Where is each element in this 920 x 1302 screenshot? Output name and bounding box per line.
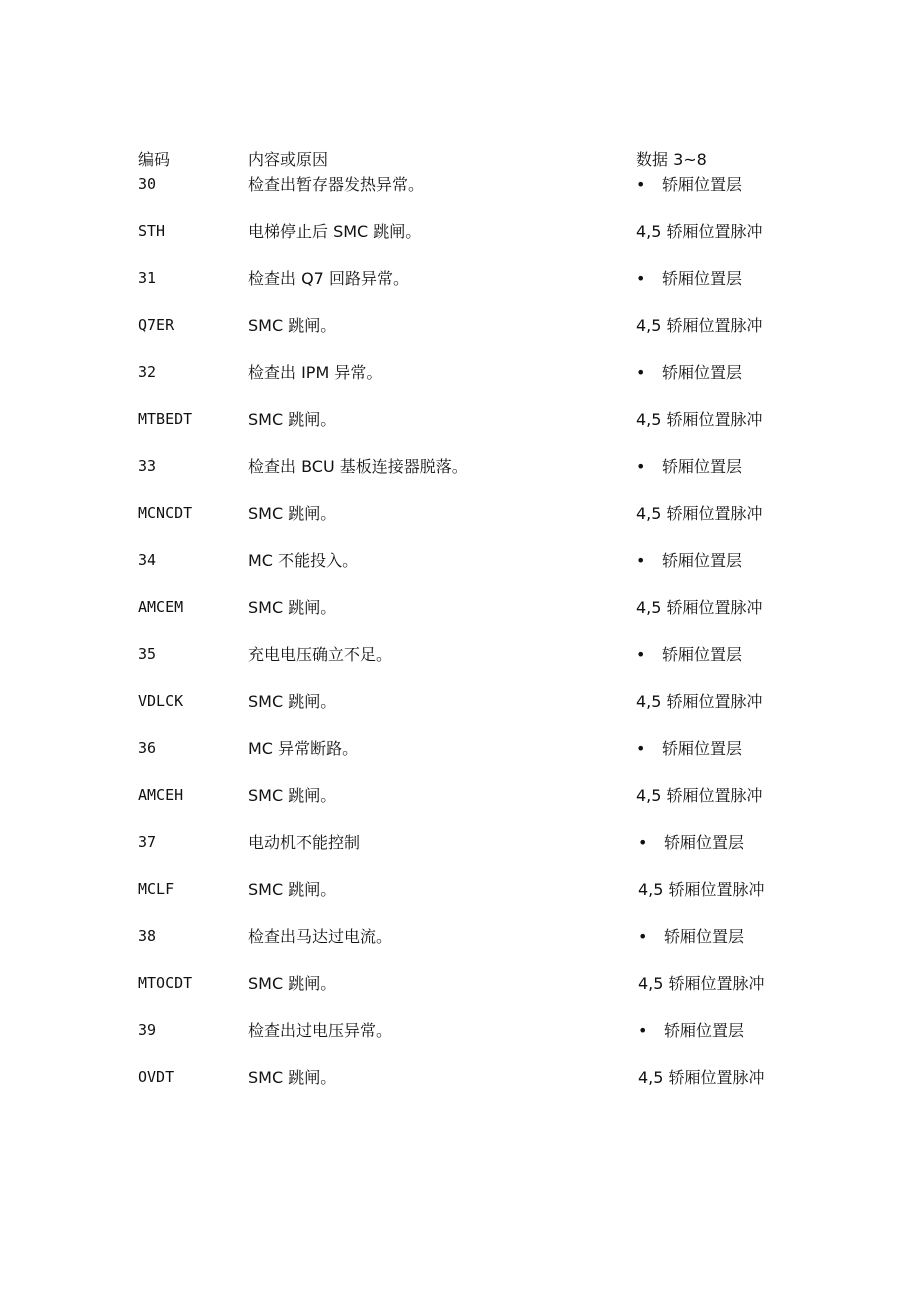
table-row [0,784,920,832]
row-code: MTBEDT [138,410,193,428]
row-data: 4,5 轿厢位置脉冲 [636,692,763,711]
row-code: VDLCK [138,692,184,710]
row-data: 4,5 轿厢位置脉冲 [636,410,763,429]
table-row [0,1066,920,1114]
table-row [0,925,920,973]
bullet-icon: • [638,1021,648,1040]
table-row [0,643,920,691]
row-data: • 轿厢位置层 [636,551,743,570]
table-row [0,455,920,503]
row-content: SMC 跳闸。 [248,880,337,899]
row-code: 36 [138,739,157,757]
table-row [0,972,920,1020]
row-content: SMC 跳闸。 [248,410,337,429]
row-content: MC 异常断路。 [248,739,359,758]
row-data: 4,5 轿厢位置脉冲 [636,786,763,805]
row-content: SMC 跳闸。 [248,316,337,335]
bullet-icon: • [636,363,646,382]
row-content: 检查出 Q7 回路异常。 [248,269,409,288]
table-row [0,267,920,315]
row-data: • 轿厢位置层 [638,927,745,946]
table-row [0,737,920,785]
row-code: 32 [138,363,157,381]
table-row [0,831,920,879]
bullet-icon: • [636,457,646,476]
row-code: 35 [138,645,157,663]
bullet-icon: • [636,739,646,758]
row-data: 4,5 轿厢位置脉冲 [636,504,763,523]
row-code: 37 [138,833,157,851]
row-data: 4,5 轿厢位置脉冲 [636,316,763,335]
table-header [0,148,920,172]
row-content: SMC 跳闸。 [248,504,337,523]
row-content: MC 不能投入。 [248,551,359,570]
table-row [0,361,920,409]
row-data: 4,5 轿厢位置脉冲 [636,222,763,241]
row-code: OVDT [138,1068,175,1086]
row-content: 检查出过电压异常。 [248,1021,393,1040]
table-row [0,220,920,268]
bullet-icon: • [636,645,646,664]
table-row [0,549,920,597]
row-content: 检查出马达过电流。 [248,927,393,946]
row-code: STH [138,222,166,240]
row-code: Q7ER [138,316,175,334]
header-code: 编码 [138,150,171,169]
table-row [0,502,920,550]
row-content: SMC 跳闸。 [248,786,337,805]
row-code: 30 [138,175,157,193]
table-row [0,1019,920,1067]
row-data: 4,5 轿厢位置脉冲 [638,974,765,993]
row-data: • 轿厢位置层 [636,175,743,194]
bullet-icon: • [636,175,646,194]
row-data: 4,5 轿厢位置脉冲 [638,880,765,899]
row-data: • 轿厢位置层 [636,457,743,476]
bullet-icon: • [638,927,648,946]
row-code: AMCEM [138,598,184,616]
table-row [0,173,920,221]
row-code: 33 [138,457,157,475]
table-row [0,314,920,362]
row-content: 检查出 BCU 基板连接器脱落。 [248,457,468,476]
row-content: 电梯停止后 SMC 跳闸。 [248,222,422,241]
row-data: • 轿厢位置层 [636,739,743,758]
row-data: • 轿厢位置层 [636,645,743,664]
header-data: 数据 3~8 [636,150,707,169]
table-row [0,596,920,644]
bullet-icon: • [636,551,646,570]
row-data: • 轿厢位置层 [638,1021,745,1040]
header-content: 内容或原因 [248,150,329,169]
row-data: • 轿厢位置层 [638,833,745,852]
row-code: 34 [138,551,157,569]
row-code: 38 [138,927,157,945]
table-row [0,690,920,738]
row-content: 电动机不能控制 [248,833,361,852]
bullet-icon: • [636,269,646,288]
row-code: MTOCDT [138,974,193,992]
table-row [0,878,920,926]
row-content: SMC 跳闸。 [248,692,337,711]
row-data: • 轿厢位置层 [636,269,743,288]
row-content: SMC 跳闸。 [248,598,337,617]
row-content: 检查出暂存器发热异常。 [248,175,425,194]
row-data: 4,5 轿厢位置脉冲 [638,1068,765,1087]
row-content: SMC 跳闸。 [248,974,337,993]
row-data: 4,5 轿厢位置脉冲 [636,598,763,617]
row-content: 充电电压确立不足。 [248,645,393,664]
row-code: AMCEH [138,786,184,804]
row-code: 39 [138,1021,157,1039]
row-data: • 轿厢位置层 [636,363,743,382]
row-code: MCLF [138,880,175,898]
row-code: MCNCDT [138,504,193,522]
bullet-icon: • [638,833,648,852]
table-row [0,408,920,456]
row-content: 检查出 IPM 异常。 [248,363,383,382]
row-code: 31 [138,269,157,287]
row-content: SMC 跳闸。 [248,1068,337,1087]
